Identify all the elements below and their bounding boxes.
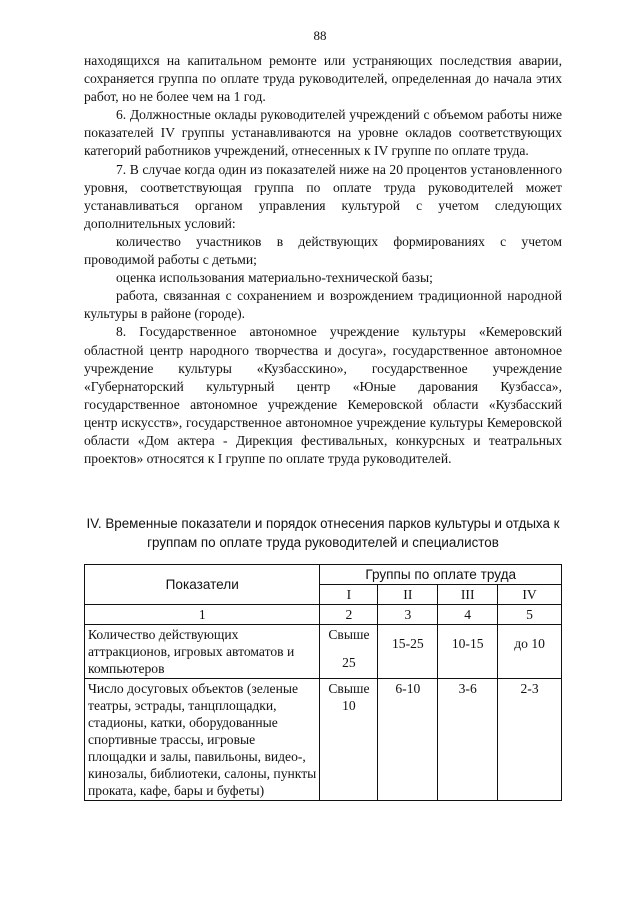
paragraph-item-8: 8. Государственное автономное учреждение культуры «Кемеровский областной центр народного творчества и досуга», государственное автономное учреждение культуры «Кузбасскино», государственное учреждение «Губернаторский культурный центр «Юные дарования Кузбасса», государственное автономное учреждение Кемеровской области «Кузбасский центр искусств», государственное автономное учреждение культуры Кемеровской области «Дом актера - Дирекция фестивальных, конкурсных и театральных проектов» относятся к I группе по оплате труда руководителей. [84, 324, 562, 467]
paragraph-item-6: 6. Должностные оклады руководителей учреждений с объемом работы ниже показателей IV группы устанавливаются на уровне окладов соответствующих категорий работников учреждений, отнесенных к IV группе по оплате труда. [84, 107, 562, 159]
group-iii-cell: 3-6 [438, 679, 498, 801]
group-i-prefix: Свыше [328, 681, 370, 696]
header-pay-groups: Группы по оплате труда [320, 565, 562, 585]
column-number: 4 [438, 605, 498, 625]
paragraph-condition-facilities: оценка использования материально-технической базы; [116, 270, 433, 286]
group-label-i: I [320, 585, 378, 605]
table-row [85, 679, 562, 801]
column-number: 5 [498, 605, 562, 625]
column-number: 3 [378, 605, 438, 625]
paragraph-condition-participants: количество участников в действующих формированиях с учетом проводимой работы с детьми; [84, 233, 562, 268]
group-i-cell [320, 625, 378, 679]
table-row [85, 625, 562, 679]
group-i-cell [320, 679, 378, 801]
group-ii-cell: 15-25 [378, 625, 438, 679]
group-iv-cell: 2-3 [498, 679, 562, 801]
indicator-cell: Количество действующих аттракционов, игровых автоматов и компьютеров [85, 625, 320, 679]
group-iv-cell: до 10 [498, 625, 562, 679]
group-i-value: 10 [342, 698, 356, 713]
column-number: 1 [85, 605, 320, 625]
document-body [84, 52, 562, 468]
group-i-prefix: Свыше [328, 627, 370, 642]
table-number-row [85, 605, 562, 625]
paragraph-item-7: 7. В случае когда один из показателей ниже на 20 процентов установленного уровня, соответствующая группа по оплате труда руководителей может устанавливаться органом управления культурой с учетом следующих дополнительных условий: [84, 161, 562, 231]
group-iii-cell: 10-15 [438, 625, 498, 679]
indicator-cell: Число досуговых объектов (зеленые театры, эстрады, танцплощадки, стадионы, катки, оборудованные спортивные трассы, игровые площадки и залы, павильоны, видео-, кинозалы, библиотеки, салоны, пункты проката, кафе, бары и буфеты) [85, 679, 320, 801]
table-header-row [85, 565, 562, 585]
group-ii-cell: 6-10 [378, 679, 438, 801]
header-indicators: Показатели [85, 565, 320, 605]
column-number: 2 [320, 605, 378, 625]
section-title: IV. Временные показатели и порядок отнесения парков культуры и отдыха к группам по оплате труда руководителей и специалистов [86, 516, 560, 550]
paragraph-condition-traditional-culture: работа, связанная с сохранением и возрождением традиционной народной культуры в районе (городе). [84, 288, 562, 322]
group-label-ii: II [378, 585, 438, 605]
group-i-value: 25 [342, 655, 356, 670]
page-number: 88 [313, 28, 327, 43]
group-label-iv: IV [498, 585, 562, 605]
indicators-table [84, 564, 562, 801]
paragraph-continuation: находящихся на капитальном ремонте или устраняющих последствия аварии, сохраняется группа по оплате труда руководителей, определенная до начала этих работ, но не более чем на 1 год. [84, 53, 562, 105]
group-label-iii: III [438, 585, 498, 605]
